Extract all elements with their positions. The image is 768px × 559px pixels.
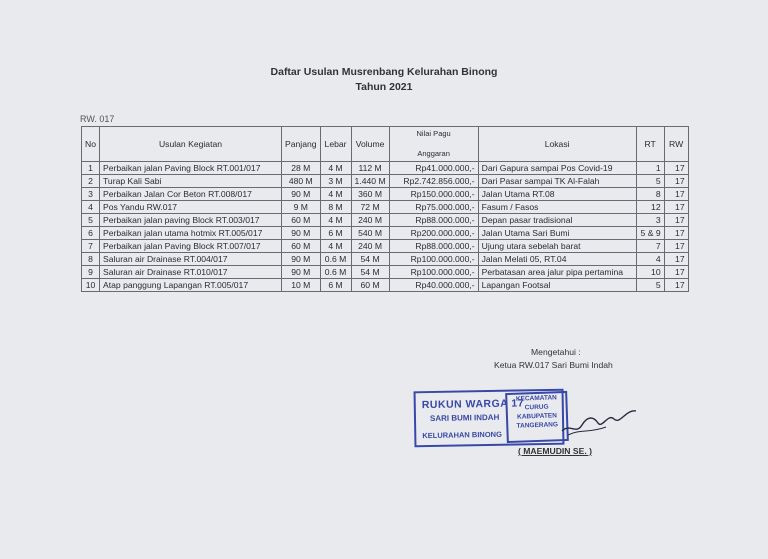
cell-lebar: 6 M [320,227,351,240]
header-pagu [389,127,478,162]
cell-usulan: Pos Yandu RW.017 [100,201,282,214]
cell-lebar: 8 M [320,201,351,214]
mengetahui-label: Mengetahui : [531,347,581,357]
cell-pagu: Rp100.000.000,- [389,253,478,266]
cell-panjang: 9 M [282,201,321,214]
cell-no: 8 [82,253,100,266]
stamp-line2: SARI BUMI INDAH [429,412,500,424]
cell-usulan: Perbaikan jalan Paving Block RT.001/017 [100,162,282,175]
cell-lebar: 6 M [320,279,351,292]
header-rt: RT [636,127,664,162]
cell-panjang: 60 M [282,214,321,227]
cell-rw: 17 [664,266,688,279]
cell-panjang: 90 M [282,188,321,201]
cell-volume: 72 M [351,201,389,214]
cell-lokasi: Jalan Melati 05, RT.04 [478,253,636,266]
table-row [82,279,689,292]
cell-usulan: Perbaikan jalan Paving Block RT.007/017 [100,240,282,253]
table-row [82,162,689,175]
cell-volume: 540 M [351,227,389,240]
cell-usulan: Perbaikan jalan utama hotmix RT.005/017 [100,227,282,240]
header-usulan: Usulan Kegiatan [100,127,282,162]
cell-pagu: Rp88.000.000,- [389,240,478,253]
cell-pagu: Rp88.000.000,- [389,214,478,227]
cell-lebar: 4 M [320,188,351,201]
cell-no: 1 [82,162,100,175]
stamp-side-line: KABUPATEN [516,412,558,421]
cell-lebar: 0.6 M [320,266,351,279]
cell-usulan: Perbaikan jalan paving Block RT.003/017 [100,214,282,227]
cell-lokasi: Jalan Utama RT.08 [478,188,636,201]
cell-no: 5 [82,214,100,227]
stamp-line1: RUKUN WARGA 17 [421,397,525,412]
table-row [82,266,689,279]
cell-lebar: 3 M [320,175,351,188]
cell-pagu: Rp40.000.000,- [389,279,478,292]
cell-volume: 360 M [351,188,389,201]
table-row [82,240,689,253]
cell-rt: 7 [636,240,664,253]
cell-rt: 5 [636,279,664,292]
cell-lokasi: Depan pasar tradisional [478,214,636,227]
cell-rt: 1 [636,162,664,175]
cell-lokasi: Fasum / Fasos [478,201,636,214]
cell-volume: 1.440 M [351,175,389,188]
cell-lokasi: Dari Pasar sampai TK Al-Falah [478,175,636,188]
cell-rt: 10 [636,266,664,279]
cell-usulan: Perbaikan Jalan Cor Beton RT.008/017 [100,188,282,201]
cell-rw: 17 [664,214,688,227]
cell-rw: 17 [664,279,688,292]
cell-no: 9 [82,266,100,279]
cell-pagu: Rp100.000.000,- [389,266,478,279]
cell-volume: 240 M [351,240,389,253]
cell-rw: 17 [664,240,688,253]
table-row [82,201,689,214]
cell-lokasi: Lapangan Footsal [478,279,636,292]
cell-lebar: 4 M [320,214,351,227]
cell-rt: 12 [636,201,664,214]
signatory-name: ( MAEMUDIN SE. ) [518,446,592,456]
cell-no: 2 [82,175,100,188]
usulan-table [81,126,689,292]
table-row [82,227,689,240]
header-pagu-line1: Nilai Pagu [416,129,451,138]
cell-usulan: Saluran air Drainase RT.004/017 [100,253,282,266]
header-rw: RW [664,127,688,162]
cell-panjang: 480 M [282,175,321,188]
table-row [82,188,689,201]
table-header-row [82,127,689,162]
cell-panjang: 28 M [282,162,321,175]
handwritten-signature [560,405,638,439]
cell-pagu: Rp75.000.000,- [389,201,478,214]
cell-pagu: Rp41.000.000,- [389,162,478,175]
cell-usulan: Saluran air Drainase RT.010/017 [100,266,282,279]
cell-volume: 60 M [351,279,389,292]
cell-panjang: 90 M [282,227,321,240]
cell-lokasi: Ujung utara sebelah barat [478,240,636,253]
cell-panjang: 60 M [282,240,321,253]
cell-no: 3 [82,188,100,201]
cell-pagu: Rp200.000.000,- [389,227,478,240]
cell-rw: 17 [664,201,688,214]
cell-rw: 17 [664,188,688,201]
cell-lebar: 4 M [320,240,351,253]
cell-usulan: Atap panggung Lapangan RT.005/017 [100,279,282,292]
cell-no: 10 [82,279,100,292]
header-lebar: Lebar [320,127,351,162]
cell-rt: 4 [636,253,664,266]
stamp-side-line: TANGERANG [516,421,559,430]
cell-rt: 3 [636,214,664,227]
cell-pagu: Rp2.742.856.000,- [389,175,478,188]
cell-lebar: 0.6 M [320,253,351,266]
cell-rw: 17 [664,175,688,188]
cell-rt: 5 [636,175,664,188]
document-title: Daftar Usulan Musrenbang Kelurahan Binong [270,66,498,78]
cell-panjang: 90 M [282,253,321,266]
table-row [82,175,689,188]
cell-pagu: Rp150.000.000,- [389,188,478,201]
document-subtitle: Tahun 2021 [355,81,413,93]
cell-no: 6 [82,227,100,240]
header-lokasi: Lokasi [478,127,636,162]
rw-label: RW. 017 [80,114,115,124]
cell-lokasi: Dari Gapura sampai Pos Covid-19 [478,162,636,175]
header-volume: Volume [351,127,389,162]
cell-panjang: 90 M [282,266,321,279]
header-panjang: Panjang [282,127,321,162]
cell-volume: 240 M [351,214,389,227]
cell-rt: 8 [636,188,664,201]
cell-no: 4 [82,201,100,214]
header-pagu-line2: Anggaran [417,149,450,158]
cell-rt: 5 & 9 [636,227,664,240]
cell-volume: 54 M [351,266,389,279]
header-no: No [82,127,100,162]
cell-rw: 17 [664,162,688,175]
cell-no: 7 [82,240,100,253]
cell-volume: 54 M [351,253,389,266]
table-row [82,214,689,227]
cell-rw: 17 [664,227,688,240]
cell-lokasi: Perbatasan area jalur pipa pertamina [478,266,636,279]
table-row [82,253,689,266]
cell-lokasi: Jalan Utama Sari Bumi [478,227,636,240]
cell-panjang: 10 M [282,279,321,292]
cell-rw: 17 [664,253,688,266]
stamp-line3: KELURAHAN BINONG [422,429,502,441]
cell-volume: 112 M [351,162,389,175]
cell-lebar: 4 M [320,162,351,175]
stamp-side-line: CURUG [524,403,549,412]
stamp-side-line: KECAMATAN [515,394,557,403]
ketua-label: Ketua RW.017 Sari Bumi Indah [494,360,613,370]
cell-usulan: Turap Kali Sabi [100,175,282,188]
